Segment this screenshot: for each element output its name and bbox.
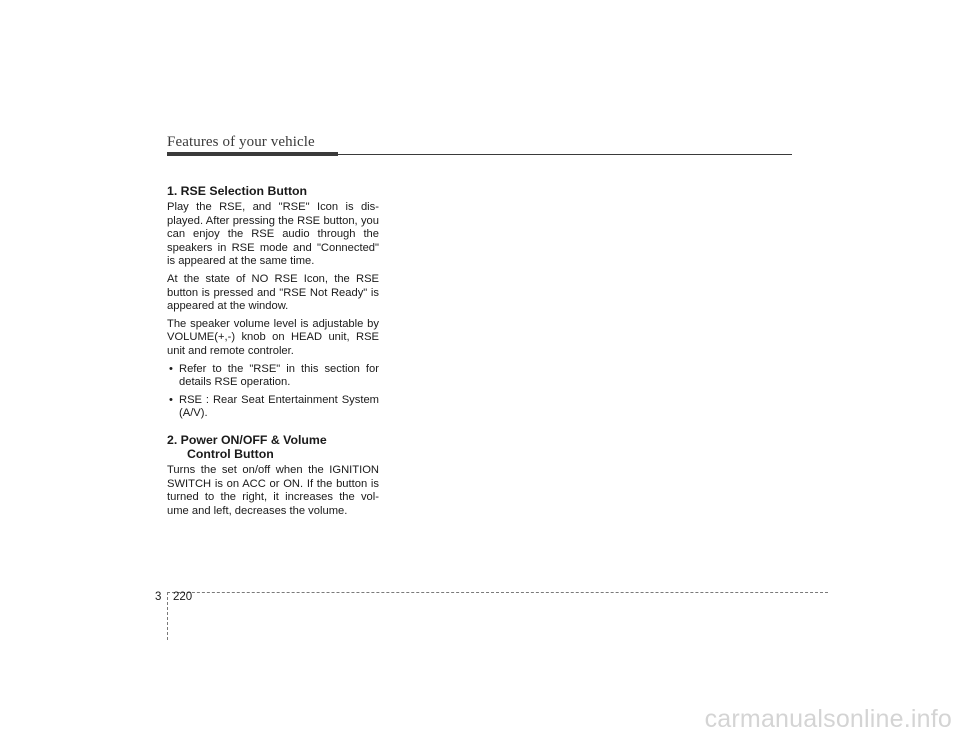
section-heading-line2: Control Button bbox=[187, 446, 274, 461]
paragraph: Turns the set on/off when the IGNITION SWITCH is on ACC or ON. If the button is turned to the right, it increases the vol-ume and left, decreases the volume. bbox=[167, 463, 379, 517]
watermark-text: carmanualsonline.info bbox=[704, 705, 952, 733]
bullet-item bbox=[167, 394, 379, 421]
paragraph: The speaker volume level is adjustable by VOLUME(+,-) knob on HEAD unit, RSE unit and remote controler. bbox=[167, 317, 379, 357]
section-rse-selection bbox=[167, 184, 379, 421]
text-column bbox=[167, 184, 379, 522]
bullet-icon: • bbox=[169, 362, 173, 375]
section-heading bbox=[167, 433, 379, 461]
header-rule bbox=[338, 154, 792, 155]
section-heading: 1. RSE Selection Button bbox=[167, 184, 308, 198]
page-header-title: Features of your vehicle bbox=[167, 134, 315, 150]
bullet-icon: • bbox=[169, 393, 173, 406]
paragraph: Play the RSE, and "RSE" Icon is dis-played. After pressing the RSE button, you can enjoy the RSE audio through the speakers in RSE mode and "Connected" is appeared at the same time. bbox=[167, 201, 379, 268]
bullet-item bbox=[167, 363, 379, 390]
section-heading-line1: 2. Power ON/OFF & Volume bbox=[167, 432, 327, 447]
header-accent-bar bbox=[167, 152, 338, 156]
bullet-text: RSE : Rear Seat Entertainment System (A/V). bbox=[179, 393, 379, 420]
bullet-text: Refer to the "RSE" in this section for details RSE operation. bbox=[179, 362, 379, 389]
footer-dashed-vertical-rule bbox=[167, 592, 168, 640]
footer-dashed-rule bbox=[167, 592, 828, 593]
paragraph: At the state of NO RSE Icon, the RSE button is pressed and "RSE Not Ready" is appeared at the window. bbox=[167, 272, 379, 313]
page-number: 220 bbox=[173, 591, 193, 603]
chapter-number: 3 bbox=[155, 591, 162, 603]
section-power-volume bbox=[167, 433, 379, 518]
